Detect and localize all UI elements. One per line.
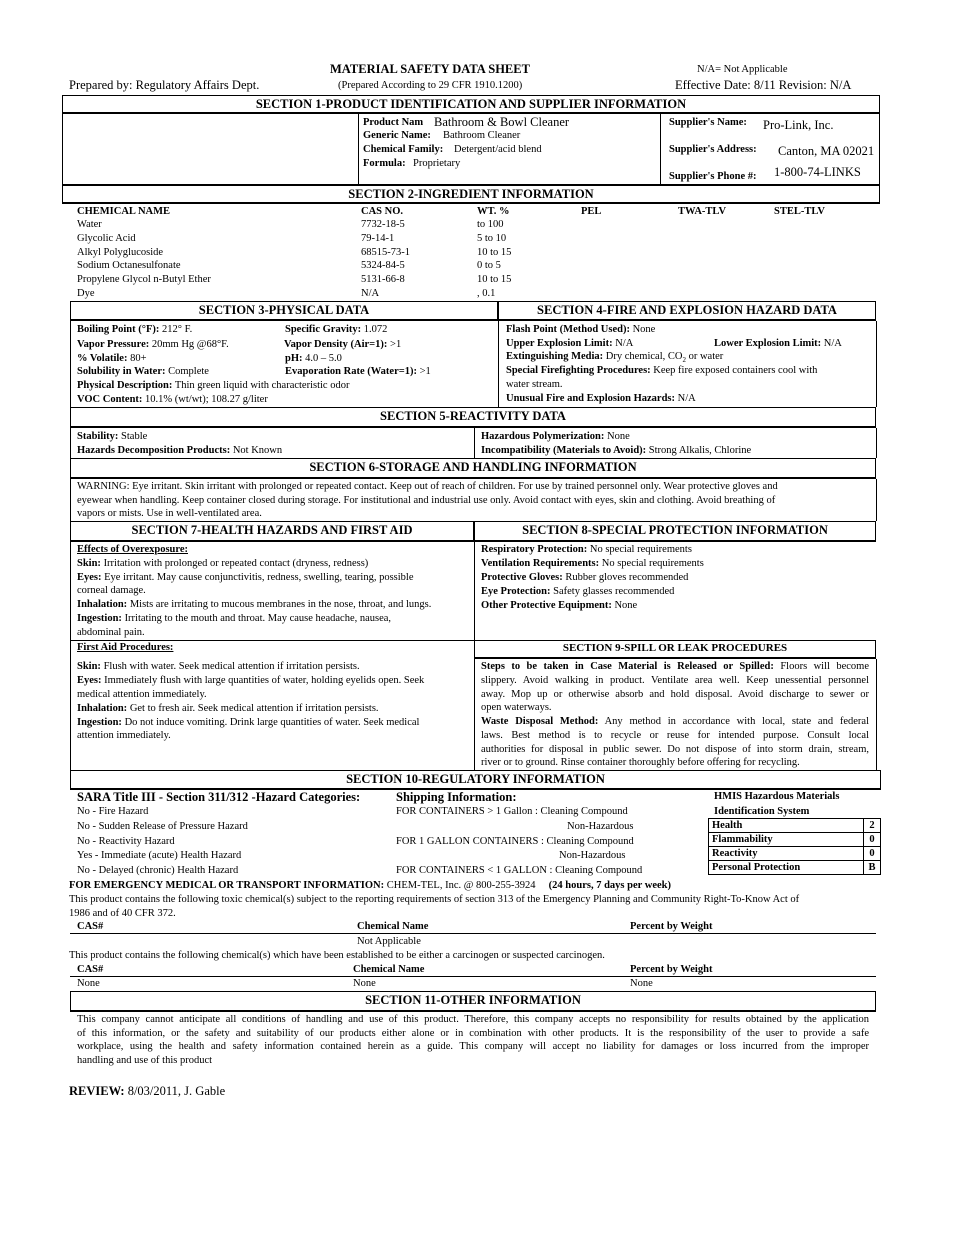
divider [660, 114, 661, 185]
col-twa-tlv: TWA-TLV [678, 206, 727, 217]
ingredient-wt: 10 to 15 [477, 274, 512, 285]
ingredient-cas: N/A [361, 288, 380, 299]
ingredient-wt: 0 to 5 [477, 260, 501, 271]
hmis-value: 0 [864, 847, 881, 861]
first-aid-heading: First Aid Procedures: [77, 642, 174, 653]
waste-line: river or to ground. Rinse container thoroughly before offering for recycling. [481, 757, 800, 768]
na-note: N/A= Not Applicable [697, 64, 788, 75]
col-cas-no: CAS NO. [361, 206, 404, 217]
effects-eyes: Eyes: Eye irritant. May cause conjunctivitis, redness, swelling, tearing, possible [77, 572, 414, 583]
respiratory-protection: Respiratory Protection: No special requirements [481, 544, 692, 555]
toxic-statement-cont: 1986 and of 40 CFR 372. [69, 908, 176, 919]
hmis-table [708, 818, 881, 875]
section-11-header: SECTION 11-OTHER INFORMATION [70, 991, 876, 1012]
section-5-header: SECTION 5-REACTIVITY DATA [70, 407, 876, 428]
divider [70, 542, 71, 770]
sara-heading: SARA Title III - Section 311/312 -Hazard Categories: [77, 790, 361, 804]
boiling-point: Boiling Point (°F): 212° F. [77, 324, 193, 335]
divider [70, 933, 876, 934]
shipping-line: FOR CONTAINERS < 1 GALLON : Cleaning Compound [396, 865, 643, 876]
emergency-info: FOR EMERGENCY MEDICAL OR TRANSPORT INFORMATION: CHEM-TEL, Inc. @ 800-255-3924 (24 hours, 7 days per week) [69, 880, 671, 891]
effects-eyes-cont: corneal damage. [77, 585, 146, 596]
supplier-phone-label: Supplier's Phone #: [669, 171, 757, 182]
ingredient-cas: 7732-18-5 [361, 219, 405, 230]
hmis-value: 0 [864, 833, 881, 847]
upper-explosion-limit: Upper Explosion Limit: N/A [506, 338, 634, 349]
supplier-address: Canton, MA 02021 [778, 144, 875, 158]
section-6-header: SECTION 6-STORAGE AND HANDLING INFORMATION [70, 458, 876, 479]
product-name: Bathroom & Bowl Cleaner [434, 115, 570, 129]
shipping-heading: Shipping Information: [396, 790, 517, 804]
spill-line: away. Mop up or otherwise absorb and hold disposal. Avoid discharge to sewer or [481, 689, 869, 700]
storage-text-line: WARNING: Eye irritant. Skin irritant with prolonged or repeated contact. Keep out of reach of children. For use by trained personnel only. Wear protective gloves and [77, 481, 778, 492]
prepared-by: Prepared by: Regulatory Affairs Dept. [69, 78, 260, 92]
section-1-header: SECTION 1-PRODUCT IDENTIFICATION AND SUPPLIER INFORMATION [62, 95, 880, 114]
generic-name: Bathroom Cleaner [443, 130, 521, 141]
hazardous-decomposition: Hazards Decomposition Products: Not Known [77, 445, 283, 456]
review: REVIEW: 8/03/2011, J. Gable [69, 1084, 226, 1098]
spill-line: slippery. Avoid walking in product. Ventilate area well. Keep unessential personnel [481, 675, 869, 686]
section-2-header: SECTION 2-INGREDIENT INFORMATION [62, 185, 880, 204]
ingredient-wt: 5 to 10 [477, 233, 507, 244]
ingredient-cas: 5131-66-8 [361, 274, 405, 285]
col-chemical-name: Chemical Name [357, 921, 429, 932]
formula: Proprietary [413, 158, 461, 169]
eye-protection: Eye Protection: Safety glasses recommended [481, 586, 675, 597]
hmis-row [709, 847, 881, 861]
ingredient-name: Alkyl Polyglucoside [77, 247, 164, 258]
first-aid-ingestion: Ingestion: Do not induce vomiting. Drink large quantities of water. Seek medical [77, 717, 420, 728]
special-firefighting-cont: water stream. [506, 379, 563, 390]
other-protective-equipment: Other Protective Equipment: None [481, 600, 638, 611]
ingredient-name: Sodium Octanesulfonate [77, 260, 181, 271]
waste-line: authorities for disposal in public sewer. Do not dispose of into storm drain, stream, [481, 744, 869, 755]
divider [876, 659, 877, 770]
effects-ingestion: Ingestion: Irritating to the mouth and throat. May cause headache, nausea, [77, 613, 392, 624]
shipping-line: FOR 1 GALLON CONTAINERS : Cleaning Compound [396, 836, 634, 847]
col-percent-by-weight: Percent by Weight [630, 964, 713, 975]
shipping-line: FOR CONTAINERS > 1 Gallon : Cleaning Compound [396, 806, 628, 817]
hmis-value: B [864, 861, 881, 875]
divider [876, 428, 877, 458]
hmis-row [709, 819, 881, 833]
col-wt-pct: WT. % [477, 206, 510, 217]
vapor-pressure: Vapor Pressure: 20mm Hg @68°F. [77, 339, 229, 350]
effects-inhalation: Inhalation: Mists are irritating to mucous membranes in the nose, throat, and lungs. [77, 599, 432, 610]
special-firefighting: Special Firefighting Procedures: Keep fire exposed containers cool with [506, 365, 818, 376]
document-title: MATERIAL SAFETY DATA SHEET [330, 62, 530, 76]
chemical-family-label: Chemical Family: [363, 144, 444, 155]
solubility: Solubility in Water: Complete [77, 366, 209, 377]
specific-gravity: Specific Gravity: 1.072 [285, 324, 388, 335]
col-cas: CAS# [77, 921, 104, 932]
toxic-statement: This product contains the following toxic chemical(s) subject to the reporting requirements of section 313 of the Emergency Planning and Community Right-To-Know Act of [69, 894, 800, 905]
sara-item: No - Delayed (chronic) Health Hazard [77, 865, 239, 876]
ingredient-wt: , 0.1 [477, 288, 496, 299]
carcinogen-name: None [353, 978, 376, 989]
hmis-label: Flammability [709, 833, 864, 847]
carcinogen-statement: This product contains the following chemical(s) which have been established to be either a carcinogen or suspected carcinogen. [69, 950, 605, 961]
divider [876, 479, 877, 521]
ph: pH: 4.0 – 5.0 [285, 353, 342, 364]
sara-item: Yes - Immediate (acute) Health Hazard [77, 850, 242, 861]
section-9-header: SECTION 9-SPILL OR LEAK PROCEDURES [474, 640, 876, 659]
vapor-density: Vapor Density (Air=1): >1 [284, 339, 402, 350]
section-8-header: SECTION 8-SPECIAL PROTECTION INFORMATION [474, 521, 876, 542]
waste-line: laws. Best method is to recycle or reuse for intended purpose. Consult local [481, 730, 869, 741]
first-aid-ingestion-cont: attention immediately. [77, 730, 171, 741]
ingredient-cas: 68515-73-1 [361, 247, 410, 258]
divider [498, 321, 499, 407]
first-aid-skin: Skin: Flush with water. Seek medical attention if irritation persists. [77, 661, 360, 672]
stability: Stability: Stable [77, 431, 148, 442]
other-info-line: workplace, using the health and safety information contained herein as a guide. This company will accept no liability for damages or loss incurred from the improper [77, 1041, 869, 1052]
flash-point: Flash Point (Method Used): None [506, 324, 656, 335]
supplier-name: Pro-Link, Inc. [763, 118, 834, 132]
divider [70, 321, 71, 407]
divider [70, 976, 876, 977]
unusual-fire-hazards: Unusual Fire and Explosion Hazards: N/A [506, 393, 696, 404]
ingredient-cas: 79-14-1 [361, 233, 395, 244]
section-3-header: SECTION 3-PHYSICAL DATA [70, 301, 498, 321]
col-percent-by-weight: Percent by Weight [630, 921, 713, 932]
effective-date: Effective Date: 8/11 Revision: N/A [675, 78, 852, 92]
spill-steps: Steps to be taken in Case Material is Released or Spilled: Floors will become [481, 661, 870, 672]
ingredient-name: Propylene Glycol n-Butyl Ether [77, 274, 211, 285]
product-name-label: Product Nam [363, 117, 424, 128]
ventilation-requirements: Ventilation Requirements: No special requirements [481, 558, 704, 569]
carcinogen-cas: None [77, 978, 100, 989]
toxic-value: Not Applicable [357, 936, 421, 947]
sara-item: No - Reactivity Hazard [77, 836, 175, 847]
ingredient-name: Glycolic Acid [77, 233, 136, 244]
other-info-line: This company cannot anticipate all conditions of handling and use of this product. Therefore, this company accepts no responsibility for results obtained by the application [77, 1014, 869, 1025]
col-chemical-name: Chemical Name [353, 964, 425, 975]
first-aid-eyes-cont: medical attention immediately. [77, 689, 207, 700]
section-7-header: SECTION 7-HEALTH HAZARDS AND FIRST AID [70, 521, 474, 542]
effects-skin: Skin: Irritation with prolonged or repeated contact (dryness, redness) [77, 558, 369, 569]
formula-label: Formula: [363, 158, 406, 169]
hazardous-polymerization: Hazardous Polymerization: None [481, 431, 630, 442]
hmis-row [709, 833, 881, 847]
sara-item: No - Sudden Release of Pressure Hazard [77, 821, 248, 832]
waste-disposal: Waste Disposal Method: Any method in accordance with local, state and federal [481, 716, 869, 727]
effects-ingestion-cont: abdominal pain. [77, 627, 145, 638]
first-aid-eyes: Eyes: Immediately flush with large quantities of water, holding eyelids open. Seek [77, 675, 425, 686]
other-info-line: of this information, or the safety and suitability of our products either alone or in combination with other products. It is the responsibility of the user to provide a safe [77, 1028, 869, 1039]
supplier-name-label: Supplier's Name: [669, 117, 747, 128]
hmis-label: Health [709, 819, 864, 833]
carcinogen-pct: None [630, 978, 653, 989]
storage-text-line: vapors or mists. Use in well-ventilated area. [77, 508, 262, 519]
spill-line: open waterways. [481, 702, 552, 713]
first-aid-inhalation: Inhalation: Get to fresh air. Seek medical attention if irritation persists. [77, 703, 379, 714]
effects-heading: Effects of Overexposure: [77, 544, 188, 555]
ingredient-name: Water [77, 219, 102, 230]
ingredient-cas: 5324-84-5 [361, 260, 405, 271]
divider [876, 321, 877, 407]
generic-name-label: Generic Name: [363, 130, 431, 141]
sara-item: No - Fire Hazard [77, 806, 149, 817]
ingredient-wt: to 100 [477, 219, 504, 230]
col-cas: CAS# [77, 964, 104, 975]
shipping-line: Non-Hazardous [567, 821, 634, 832]
section-10-header: SECTION 10-REGULATORY INFORMATION [70, 770, 881, 790]
hmis-subheading: Identification System [714, 806, 810, 817]
hmis-value: 2 [864, 819, 881, 833]
other-info-line: handling and use of this product [77, 1055, 213, 1066]
hmis-label: Reactivity [709, 847, 864, 861]
ingredient-name: Dye [77, 288, 95, 299]
extinguishing-media: Extinguishing Media: Dry chemical, $CO_2$ or water [506, 351, 724, 365]
divider [70, 479, 71, 521]
col-chemical-name: CHEMICAL NAME [77, 206, 171, 217]
physical-description: Physical Description: Thin green liquid with characteristic odor [77, 380, 350, 391]
col-stel-tlv: STEL-TLV [774, 206, 825, 217]
shipping-line: Non-Hazardous [559, 850, 626, 861]
evaporation-rate: Evaporation Rate (Water=1): >1 [285, 366, 431, 377]
col-pel: PEL [581, 206, 602, 217]
voc-content: VOC Content: 10.1% (wt/wt); 108.27 g/liter [77, 394, 268, 405]
section-4-header: SECTION 4-FIRE AND EXPLOSION HAZARD DATA [498, 301, 876, 321]
hmis-label: Personal Protection [709, 861, 864, 875]
storage-text-line: eyewear when handling. Keep container closed during storage. For institutional and industrial use only. Avoid contact with eyes, skin and clothing. Avoid breathing of [77, 495, 776, 506]
divider [474, 428, 475, 458]
protective-gloves: Protective Gloves: Rubber gloves recommended [481, 572, 689, 583]
volatile: % Volatile: 80+ [77, 353, 147, 364]
divider [70, 428, 71, 458]
chemical-family: Detergent/acid blend [454, 144, 542, 155]
supplier-address-label: Supplier's Address: [669, 144, 757, 155]
divider [358, 114, 359, 185]
supplier-phone: 1-800-74-LINKS [774, 165, 861, 179]
incompatibility: Incompatibility (Materials to Avoid): Strong Alkalis, Chlorine [481, 445, 752, 456]
document-subtitle: (Prepared According to 29 CFR 1910.1200) [338, 80, 523, 91]
ingredient-wt: 10 to 15 [477, 247, 512, 258]
hmis-row [709, 861, 881, 875]
hmis-heading: HMIS Hazardous Materials [714, 791, 840, 802]
lower-explosion-limit: Lower Explosion Limit: N/A [714, 338, 842, 349]
